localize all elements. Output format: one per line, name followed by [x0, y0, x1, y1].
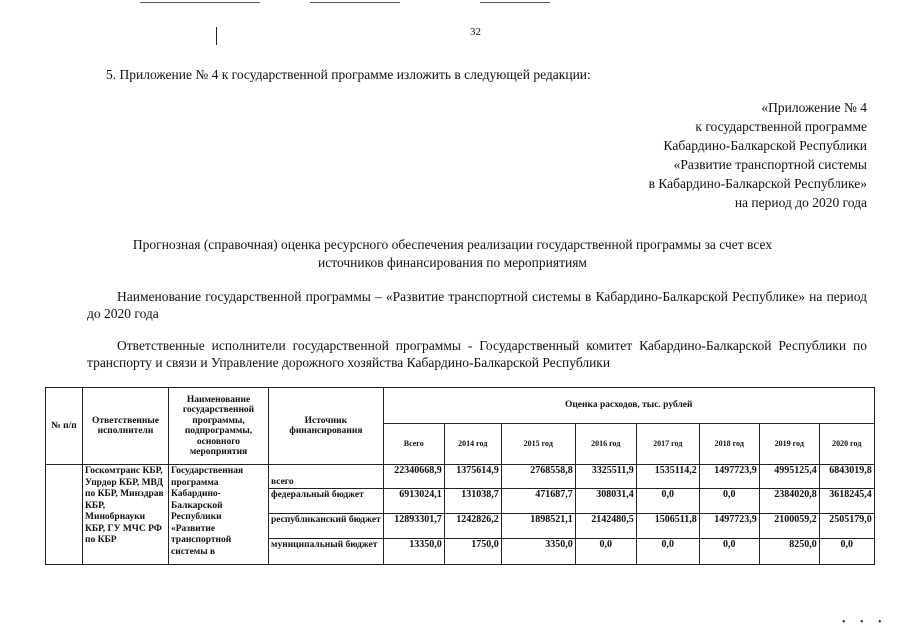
title-line: Прогнозная (справочная) оценка ресурсного обеспечения реализации государственной программы за счет всех: [132, 237, 773, 252]
cell-value: 1750,0: [444, 539, 501, 565]
cell-value: 1375614,9: [444, 465, 501, 489]
cell-value: 3618245,4: [819, 489, 874, 514]
cell-value: 2384020,8: [759, 489, 819, 514]
cell-value: 1497723,9: [699, 514, 759, 539]
cell-value: 131038,7: [444, 489, 501, 514]
appendix-line: Кабардино-Балкарской Республики: [663, 138, 867, 153]
cell-value: 2768558,8: [501, 465, 575, 489]
header-year: 2015 год: [501, 424, 575, 465]
appendix-line: «Развитие транспортной системы: [673, 157, 867, 172]
cell-value: 22340668,9: [383, 465, 444, 489]
cell-value: 1497723,9: [699, 465, 759, 489]
cell-value: 471687,7: [501, 489, 575, 514]
cell-source: федеральный бюджет: [269, 489, 384, 514]
cell-responsible: Госкомтранс КБР, Упрдор КБР, МВД по КБР, Минздрав КБР, Минобрнауки КБР, ГУ МЧС РФ по КБР: [83, 465, 169, 565]
cell-value: 0,0: [819, 539, 874, 565]
cell-program: Государственная программа Кабардино-Балкарской Республики «Развитие транспортной системы в: [169, 465, 269, 565]
cell-num: [46, 465, 83, 565]
cell-value: 0,0: [636, 539, 699, 565]
cell-value: 0,0: [699, 539, 759, 565]
header-year: 2019 год: [759, 424, 819, 465]
header-num: № п/п: [46, 388, 83, 465]
appendix-line: «Приложение № 4: [761, 100, 867, 115]
title-line: источников финансирования по мероприятиям: [318, 255, 587, 270]
appendix-header: [649, 98, 867, 212]
cell-value: 8250,0: [759, 539, 819, 565]
scan-artifact-dots: • • •: [842, 617, 888, 628]
scan-artifact-line: [310, 2, 400, 3]
header-year: 2014 год: [444, 424, 501, 465]
scan-artifact-mark: [216, 27, 217, 45]
intro-text: 5. Приложение № 4 к государственной программе изложить в следующей редакции:: [106, 67, 591, 82]
scan-artifact-line: [480, 2, 550, 3]
cell-value: 308031,4: [575, 489, 636, 514]
responsible-paragraph: Ответственные исполнители государственной программы - Государственный комитет Кабардино-Балкарской Республики по транспорту и связи и Управление дорожного хозяйства Кабардино-Балкарской Республики: [87, 338, 867, 370]
header-year: 2017 год: [636, 424, 699, 465]
header-year: 2020 год: [819, 424, 874, 465]
cell-source: всего: [269, 465, 384, 489]
header-total: Всего: [383, 424, 444, 465]
header-year: 2018 год: [699, 424, 759, 465]
cell-value: 0,0: [699, 489, 759, 514]
scan-artifact-line: [140, 2, 260, 3]
cell-value: 1535114,2: [636, 465, 699, 489]
cell-value: 6913024,1: [383, 489, 444, 514]
header-source: Источник финансирования: [269, 388, 384, 465]
cell-value: 0,0: [575, 539, 636, 565]
header-estimate: Оценка расходов, тыс. рублей: [383, 388, 874, 424]
cell-value: 13350,0: [383, 539, 444, 565]
program-name-paragraph: Наименование государственной программы – «Развитие транспортной системы в Кабардино-Балкарской Республике» на период до 2020 года: [87, 289, 867, 321]
cell-value: 1506511,8: [636, 514, 699, 539]
cell-value: 1898521,1: [501, 514, 575, 539]
cell-source: муниципальный бюджет: [269, 539, 384, 565]
header-year: 2016 год: [575, 424, 636, 465]
cell-value: 3325511,9: [575, 465, 636, 489]
cell-value: 2142480,5: [575, 514, 636, 539]
appendix-line: на период до 2020 года: [734, 195, 867, 210]
cell-value: 0,0: [636, 489, 699, 514]
cell-value: 2100059,2: [759, 514, 819, 539]
cell-value: 4995125,4: [759, 465, 819, 489]
document-title: [0, 236, 905, 272]
cell-value: 1242826,2: [444, 514, 501, 539]
cell-value: 12893301,7: [383, 514, 444, 539]
header-responsible: Ответственные исполнители: [83, 388, 169, 465]
financing-table: [45, 387, 875, 565]
cell-value: 6843019,8: [819, 465, 874, 489]
cell-value: 3350,0: [501, 539, 575, 565]
cell-source: республиканский бюджет: [269, 514, 384, 539]
appendix-line: к государственной программе: [695, 119, 867, 134]
page-number: 32: [470, 26, 481, 38]
table-row: [46, 465, 875, 489]
header-program: Наименование государственной программы, подпрограммы, основного мероприятия: [169, 388, 269, 465]
cell-value: 2505179,0: [819, 514, 874, 539]
appendix-line: в Кабардино-Балкарской Республике»: [648, 176, 867, 191]
